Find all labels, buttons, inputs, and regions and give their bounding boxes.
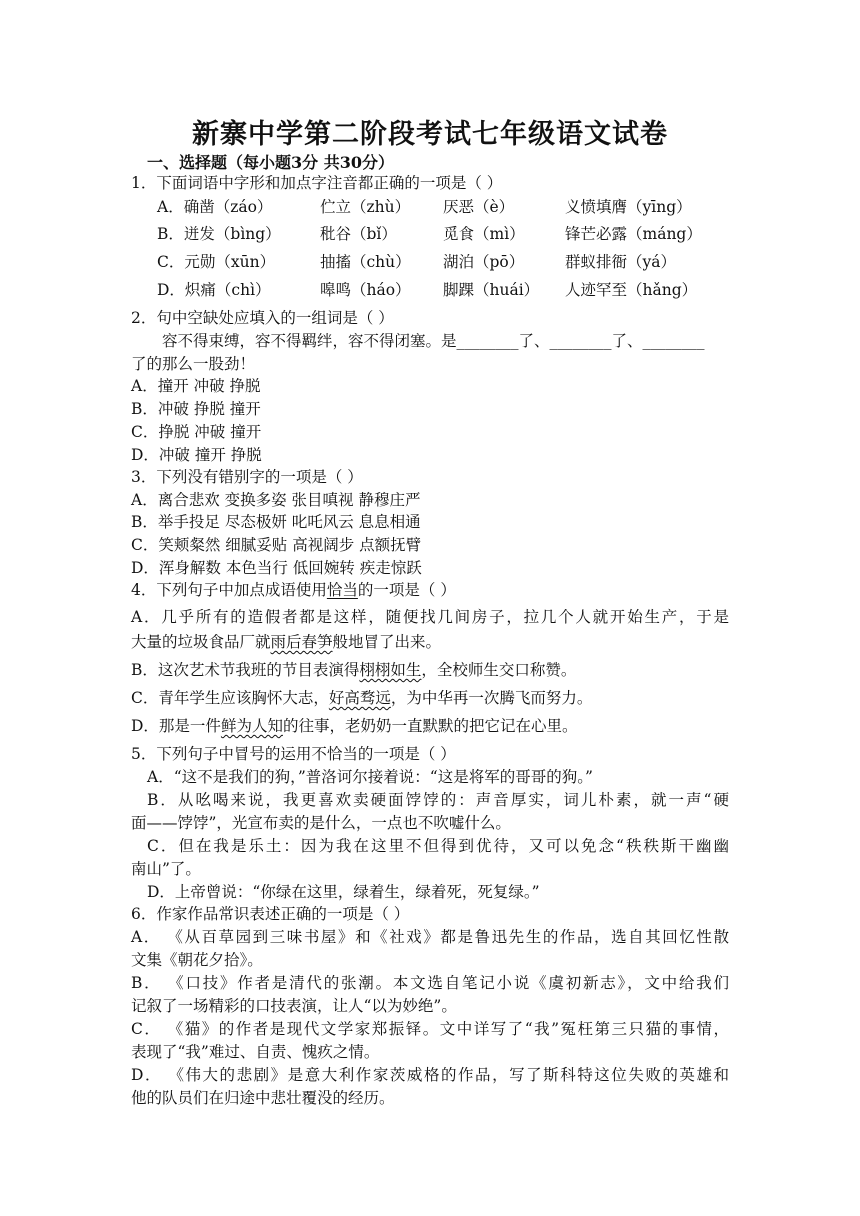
q1-option-c-4: 群蚁排衙（yá）: [565, 253, 676, 271]
q4-d-post: 的往事，老奶奶一直默默的把它记在心里。: [282, 717, 578, 735]
q6-option-c-line-2: 表现了“我”难过、自责、愧疚之情。: [131, 1043, 380, 1061]
q4-stem-pre: 4．下列句子中加点成语使用: [131, 581, 327, 599]
q4-d-idiom: 鲜为人知: [220, 717, 283, 735]
q3-option-d: D．浑身解数 本色当行 低回婉转 疾走惊跃: [131, 559, 422, 577]
q3-option-b: B．举手投足 尽态极妍 叱吒风云 息息相通: [131, 513, 421, 531]
q5-option-d: D．上帝曾说：“你绿在这里，绿着生，绿着死，死复绿。”: [147, 883, 540, 901]
q6-option-a-line-2: 文集《朝花夕拾》。: [131, 951, 263, 969]
q2-option-c: C．挣脱 冲破 撞开: [131, 423, 262, 441]
q5-option-b-line-2: 面——饽饽”，光宣布卖的是什么，一点也不吹嘘什么。: [131, 814, 511, 832]
q1-option-d-2: 嗥鸣（háo）: [320, 281, 411, 299]
q3-option-a: A．离合悲欢 变换多姿 张目嗔视 静穆庄严: [131, 491, 421, 509]
q1-option-a-2: 伫立（zhù）: [320, 198, 411, 216]
q4-c-pre: C．青年学生应该胸怀大志，: [131, 689, 329, 707]
q5-option-c-line-1: C．但在我是乐土：因为我在这里不但得到优待，又可以免念“秩秩斯干幽幽: [147, 837, 729, 855]
q1-option-b-4: 锋芒必露（máng）: [565, 225, 702, 243]
q4-option-b: [131, 660, 576, 680]
q4-b-post: ，全校师生交口称赞。: [421, 661, 577, 679]
q1-option-c-3: 湖泊（pō）: [443, 253, 525, 271]
q3-option-c: C．笑颊粲然 细腻妥贴 高视阔步 点额抚臂: [131, 536, 422, 554]
q5-option-a: A．“这不是我们的狗，”普洛诃尔接着说：“这是将军的哥哥的狗。”: [147, 768, 593, 786]
question-5-stem: 5．下列句子中冒号的运用不恰当的一项是（ ）: [131, 745, 456, 763]
q2-passage-line-2: 了的那么一股劲！: [131, 355, 256, 373]
q1-option-d-3: 脚踝（huái）: [443, 281, 540, 299]
q4-stem-mark: 恰当: [326, 581, 358, 599]
q1-option-b-2: 秕谷（bǐ）: [320, 225, 397, 243]
q6-option-c-line-1: C． 《猫》的作者是现代文学家郑振铎。文中详写了“我”冤枉第三只猫的事情，: [131, 1020, 729, 1038]
q4-c-post: ，为中华再一次腾飞而努力。: [390, 689, 593, 707]
q4-b-idiom: 栩栩如生: [359, 661, 422, 679]
question-1-stem: 1．下面词语中字形和加点字注音都正确的一项是（ ）: [131, 174, 503, 192]
q5-option-b-line-1: B．从吆喝来说，我更喜欢卖硬面饽饽的：声音厚实，词儿朴素，就一声“硬: [147, 791, 729, 809]
exam-title: 新寨中学第二阶段考试七年级语文试卷: [192, 119, 668, 150]
q4-a-idiom: 雨后春笋: [270, 633, 333, 651]
question-4-stem: [131, 580, 456, 600]
q4-b-pre: B．这次艺术节我班的节目表演得: [131, 661, 360, 679]
q1-option-d-1: D．炽痛（chì）: [157, 281, 271, 299]
question-2-stem: 2．句中空缺处应填入的一组词是（ ）: [131, 309, 394, 327]
q4-a-post: 般地冒了出来。: [332, 633, 442, 651]
q4-a-pre: 大量的垃圾食品厂就: [131, 633, 271, 651]
q4-option-d: [131, 716, 577, 736]
q6-option-a-line-1: A． 《从百草园到三味书屋》和《社戏》都是鲁迅先生的作品，选自其回忆性散: [131, 928, 729, 946]
q1-option-d-4: 人迹罕至（hǎng）: [565, 281, 698, 299]
q4-option-c: [131, 688, 592, 708]
q2-option-b: B．冲破 挣脱 撞开: [131, 400, 261, 418]
q4-option-a-line-1: A．几乎所有的造假者都是这样，随便找几间房子，拉几个人就开始生产，于是: [131, 608, 729, 626]
question-3-stem: 3．下列没有错别字的一项是（ ）: [131, 468, 363, 486]
question-6-stem: 6．作家作品常识表述正确的一项是（ ）: [131, 905, 410, 923]
q6-option-b-line-1: B． 《口技》作者是清代的张潮。本文选自笔记小说《虞初新志》，文中给我们: [131, 974, 729, 992]
q2-option-a: A．撞开 冲破 挣脱: [131, 377, 261, 395]
q1-option-a-1: A．确凿（záo）: [157, 198, 273, 216]
q4-d-pre: D．那是一件: [131, 717, 221, 735]
q1-option-b-3: 觅食（mì）: [443, 225, 525, 243]
q1-option-c-1: C．元勋（xūn）: [157, 253, 276, 271]
q1-option-a-4: 义愤填膺（yīng）: [565, 198, 692, 216]
q6-option-d-line-2: 他的队员们在归途中悲壮覆没的经历。: [131, 1089, 395, 1107]
q4-stem-post: 的一项是（ ）: [357, 581, 456, 599]
q2-option-d: D．冲破 撞开 挣脱: [131, 446, 262, 464]
q1-option-a-3: 厌恶（è）: [443, 198, 515, 216]
q4-option-a-line-2: [131, 632, 441, 652]
q1-option-b-1: B．迸发（bìng）: [157, 225, 281, 243]
q1-option-c-2: 抽搐（chù）: [320, 253, 411, 271]
q4-c-idiom: 好高骛远: [328, 689, 391, 707]
q6-option-b-line-2: 记叙了一场精彩的口技表演，让人“以为妙绝”。: [131, 997, 457, 1015]
q2-passage-line-1: 容不得束缚，容不得羁绊，容不得闭塞。是________了、________了、________: [162, 332, 705, 350]
q6-option-d-line-1: D． 《伟大的悲剧》是意大利作家茨威格的作品，写了斯科特这位失败的英雄和: [131, 1066, 729, 1084]
q5-option-c-line-2: 南山”了。: [131, 860, 201, 878]
section-heading: 一、选择题（每小题3分 共30分）: [147, 153, 394, 172]
